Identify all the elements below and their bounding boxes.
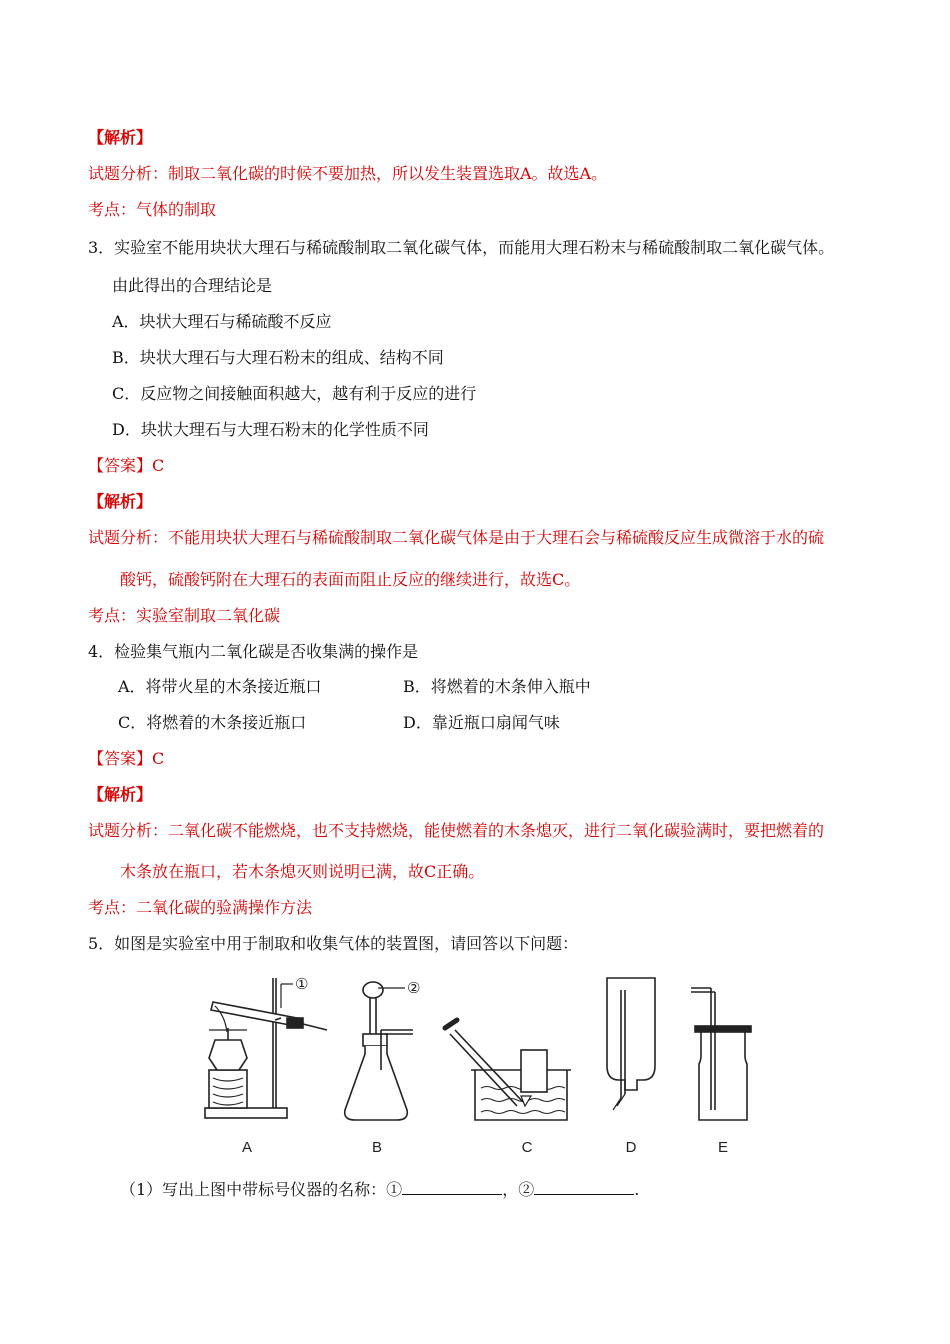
apparatus-d bbox=[607, 978, 655, 1110]
q3-answer: 【答案】C bbox=[88, 456, 165, 475]
q2-point: 考点：气体的制取 bbox=[88, 200, 217, 219]
label-b: B bbox=[371, 1139, 383, 1156]
answer-blank-1[interactable] bbox=[402, 1178, 502, 1195]
q3-analysis-label: 【解析】 bbox=[88, 492, 153, 511]
apparatus-e bbox=[691, 988, 751, 1120]
q5-sub1-prefix: （1）写出上图中带标号仪器的名称：① bbox=[120, 1180, 403, 1199]
q4-stem: 4．检验集气瓶内二氧化碳是否收集满的操作是 bbox=[88, 642, 419, 661]
q3-analysis-line1: 试题分析：不能用块状大理石与稀硫酸制取二氧化碳气体是由于大理石会与稀硫酸反应生成微溶于水的硫 bbox=[88, 528, 825, 547]
q2-analysis-label: 【解析】 bbox=[88, 128, 153, 147]
q3-stem: 3．实验室不能用块状大理石与稀硫酸制取二氧化碳气体，而能用大理石粉末与稀硫酸制取二氧化碳气体。 bbox=[88, 238, 835, 257]
q4-point: 考点：二氧化碳的验满操作方法 bbox=[88, 898, 313, 917]
marker-2: ② bbox=[407, 979, 421, 997]
label-c: C bbox=[521, 1139, 533, 1156]
answer-blank-2[interactable] bbox=[534, 1178, 634, 1195]
lab-apparatus-figure bbox=[195, 970, 765, 1160]
q4-analysis-line2: 木条放在瓶口，若木条熄灭则说明已满，故C正确。 bbox=[120, 862, 485, 881]
q3-point: 考点：实验室制取二氧化碳 bbox=[88, 606, 281, 625]
q5-sub1-end: . bbox=[634, 1180, 640, 1199]
apparatus-c bbox=[445, 1020, 571, 1120]
label-e: E bbox=[717, 1139, 729, 1156]
apparatus-b bbox=[345, 982, 413, 1120]
q4-analysis-line1: 试题分析：二氧化碳不能燃烧，也不支持燃烧，能使燃着的木条熄灭，进行二氧化碳验满时，要把燃着的 bbox=[88, 821, 825, 840]
q3-option-a: A．块状大理石与稀硫酸不反应 bbox=[112, 312, 332, 331]
q5-sub1-sep: ，② bbox=[502, 1180, 535, 1199]
q5-stem: 5．如图是实验室中用于制取和收集气体的装置图，请回答以下问题： bbox=[88, 934, 579, 953]
q3-option-b: B．块状大理石与大理石粉末的组成、结构不同 bbox=[112, 348, 444, 367]
label-d: D bbox=[625, 1139, 637, 1156]
q3-analysis-line2: 酸钙，硫酸钙附在大理石的表面而阻止反应的继续进行，故选C。 bbox=[120, 570, 581, 589]
apparatus-a bbox=[205, 978, 327, 1118]
q5-sub1 bbox=[120, 1178, 639, 1200]
q2-analysis-text: 试题分析：制取二氧化碳的时候不要加热，所以发生装置选取A。故选A。 bbox=[88, 164, 608, 183]
q3-option-c: C．反应物之间接触面积越大，越有利于反应的进行 bbox=[112, 384, 477, 403]
q4-option-b: B．将燃着的木条伸入瓶中 bbox=[403, 677, 591, 696]
q4-option-a: A．将带火星的木条接近瓶口 bbox=[118, 677, 322, 696]
q4-answer: 【答案】C bbox=[88, 749, 165, 768]
q4-option-d: D．靠近瓶口扇闻气味 bbox=[403, 713, 560, 732]
q3-option-d: D．块状大理石与大理石粉末的化学性质不同 bbox=[112, 420, 429, 439]
label-a: A bbox=[241, 1139, 253, 1156]
marker-1: ① bbox=[295, 975, 309, 993]
q4-option-c: C．将燃着的木条接近瓶口 bbox=[118, 713, 307, 732]
q4-analysis-label: 【解析】 bbox=[88, 785, 153, 804]
q3-stem-cont: 由此得出的合理结论是 bbox=[112, 276, 273, 295]
